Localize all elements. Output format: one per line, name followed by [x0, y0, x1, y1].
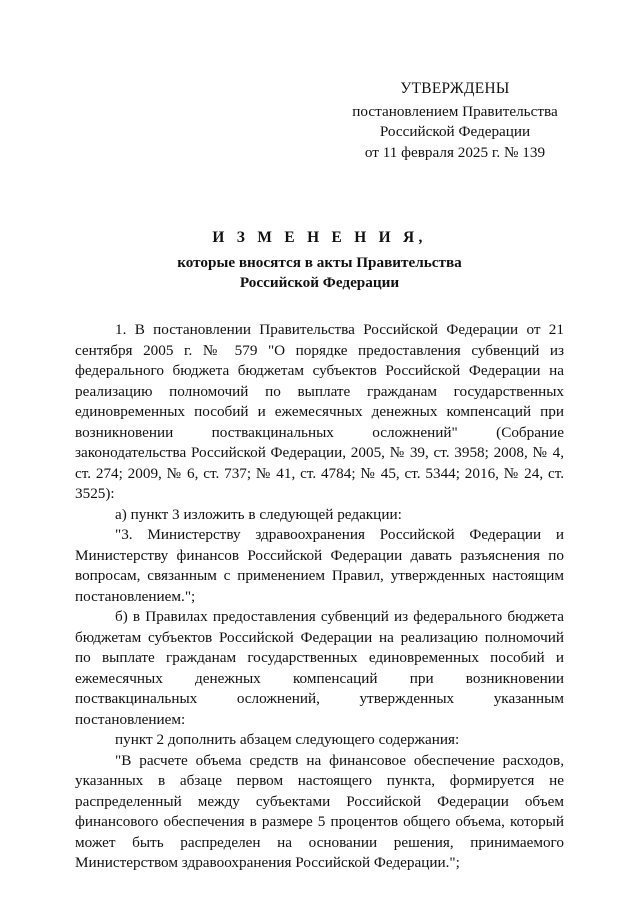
approval-stamp: УТВЕРЖДЕНЫ	[400, 80, 510, 97]
paragraph-new-clause-text: "В расчете объема средств на финансовое обеспечение расходов, указанных в абзаце первом настоящего пункта, формируется не распределенный между субъектами Российской Федерации объем финансового обеспечения в размере 5 процентов общего объема, который может быть распределен на основании решения, принимаемого Министерством здравоохранения Российской Федерации.";	[75, 751, 564, 871]
paragraph-subitem-a: а) пункт 3 изложить в следующей редакции:	[115, 505, 402, 523]
paragraph-point-2-addition: пункт 2 дополнить абзацем следующего содержания:	[115, 731, 460, 748]
paragraph-item-1: 1. В постановлении Правительства Российской Федерации от 21 сентября 2005 г. № 579 "О порядке предоставления субвенций из федерального бюджета бюджетам субъектов Российской Федерации на реализацию полномочий по выплате гражданам государственных единовременных пособий и ежемесячных денежных компенсаций при возникновении поствакцинальных осложнений" (Собрание законодательства Российской Федерации, 2005, № 39, ст. 3958; 2008, № 4, ст. 274; 2009, № 6, ст. 737; № 41, ст. 4784; № 45, ст. 5344; 2016, № 24, ст. 3525):	[75, 321, 564, 502]
approval-line-date-number: от 11 февраля 2025 г. № 139	[364, 143, 546, 161]
document-body	[75, 320, 564, 874]
approval-stamp-block	[352, 79, 558, 163]
approval-line-authority: постановлением Правительства	[352, 102, 558, 120]
paragraph-subitem-b: б) в Правилах предоставления субвенций из федерального бюджета бюджетам субъектов Российской Федерации на реализацию полномочий по выплате гражданам государственных единовременных пособий и ежемесячных денежных компенсаций при возникновении поствакцинальных осложнений, утвержденных указанным постановлением:	[75, 608, 564, 728]
approval-line-country: Российской Федерации	[379, 123, 531, 140]
document-title	[75, 228, 564, 294]
title-subtitle-line-1: которые вносятся в акты Правительства	[177, 253, 462, 271]
title-heading: И З М Е Н Е Н И Я,	[212, 229, 427, 246]
paragraph-point-3-text: "3. Министерству здравоохранения Российской Федерации и Министерству финансов Российской Федерации давать разъяснения по вопросам, связанным с применением Правил, утвержденных настоящим постановлением.";	[75, 526, 564, 605]
title-subtitle-line-2: Российской Федерации	[239, 274, 400, 291]
